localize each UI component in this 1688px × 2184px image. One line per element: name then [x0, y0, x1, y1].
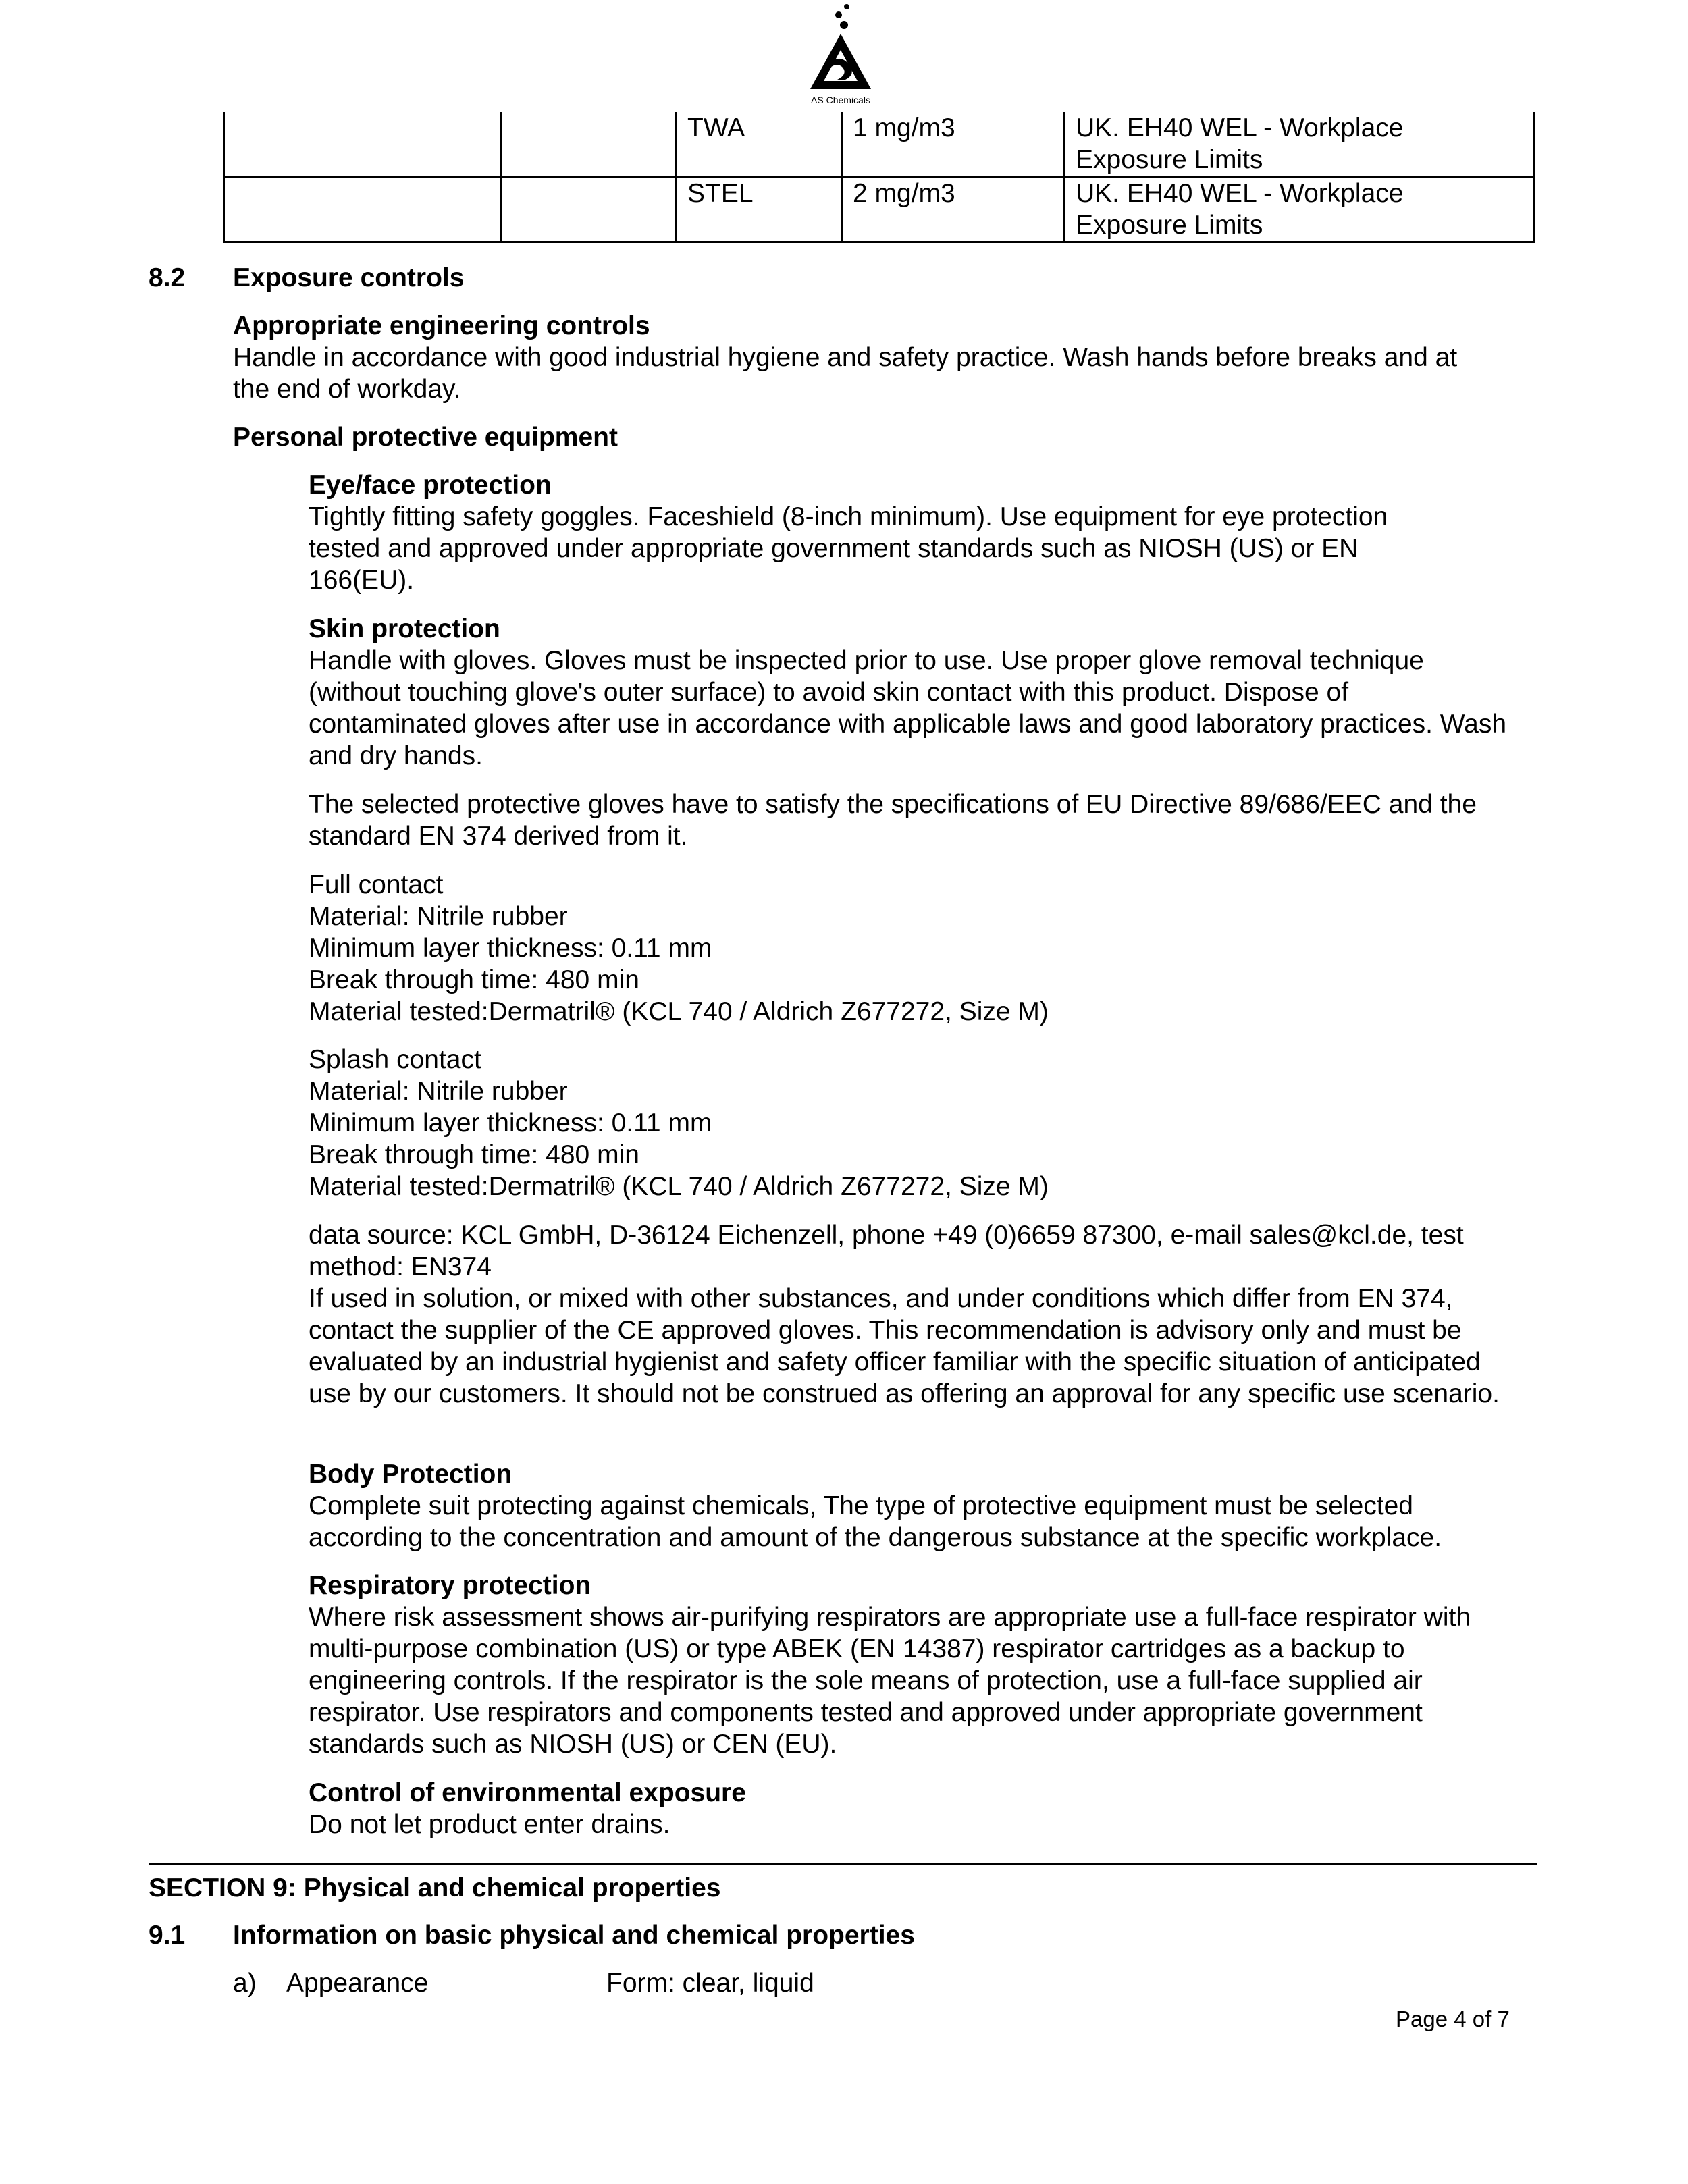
table-cell-value: 2 mg/m3 — [842, 177, 1065, 242]
logo-caption: AS Chemicals — [811, 95, 870, 105]
eye-protection-text: Tightly fitting safety goggles. Faceshield (8-inch minimum). Use equipment for eye protection tested and approved under appropriate government standards such as NIOSH (US) or EN 166(EU). — [309, 502, 1388, 595]
body-protection-heading: Body Protection — [309, 1460, 512, 1489]
table-cell-component — [224, 177, 501, 242]
table-cell-basis — [1065, 177, 1534, 242]
appearance-value: Form: clear, liquid — [606, 1969, 814, 1998]
environmental-exposure-heading: Control of environmental exposure — [309, 1778, 746, 1807]
table-cell-cas — [501, 177, 677, 242]
section-divider — [149, 1863, 1537, 1865]
table-row — [224, 177, 1534, 242]
table-cell-cas — [501, 112, 677, 177]
table-cell-type: TWA — [677, 112, 842, 177]
basis-line-2: Exposure Limits — [1076, 211, 1263, 240]
splash-contact-line: Minimum layer thickness: 0.11 mm — [309, 1109, 712, 1138]
logo-bubble-2 — [835, 11, 842, 18]
as-chemicals-logo — [803, 0, 878, 108]
splash-contact-block — [309, 1044, 1517, 1202]
full-contact-block — [309, 869, 1517, 1028]
skin-protection-heading: Skin protection — [309, 614, 500, 643]
splash-contact-line: Splash contact — [309, 1045, 481, 1074]
eye-protection-heading: Eye/face protection — [309, 471, 552, 500]
solution-advisory-text: If used in solution, or mixed with other substances, and under conditions which differ from EN 374, contact the supplier of the CE approved gloves. This recommendation is advisory only and must be evaluated by an industrial hygienist and safety officer familiar with the specific situation of anticipated use by our customers. It should not be construed as offering an approval for any specific use scenario. — [309, 1284, 1500, 1408]
data-source-text: data source: KCL GmbH, D-36124 Eichenzell, phone +49 (0)6659 87300, e-mail sales@kcl.de, test method: EN374 — [309, 1221, 1464, 1281]
exposure-limits-table — [223, 112, 1535, 243]
table-cell-type: STEL — [677, 177, 842, 242]
ppe-heading: Personal protective equipment — [233, 423, 618, 452]
full-contact-line: Minimum layer thickness: 0.11 mm — [309, 934, 712, 963]
appearance-label: Appearance — [286, 1969, 429, 1998]
logo-bubble-1 — [844, 4, 849, 9]
logo-bubble-3 — [840, 21, 848, 29]
respiratory-protection-heading: Respiratory protection — [309, 1571, 591, 1600]
glove-specification-text: The selected protective gloves have to satisfy the specifications of EU Directive 89/686/EEC and the standard EN 374 derived from it. — [309, 790, 1477, 851]
splash-contact-line: Break through time: 480 min — [309, 1140, 639, 1169]
page-number: Page 4 of 7 — [1396, 2006, 1510, 2031]
basis-line-1: UK. EH40 WEL - Workplace — [1076, 113, 1404, 142]
section-9-1-number: 9.1 — [149, 1921, 186, 1950]
full-contact-line: Full contact — [309, 870, 444, 899]
section-8-2-title: Exposure controls — [233, 263, 465, 292]
splash-contact-line: Material: Nitrile rubber — [309, 1077, 568, 1106]
environmental-exposure-text: Do not let product enter drains. — [309, 1810, 670, 1839]
appearance-letter: a) — [233, 1969, 257, 1998]
table-cell-basis — [1065, 112, 1534, 177]
table-cell-value: 1 mg/m3 — [842, 112, 1065, 177]
full-contact-line: Break through time: 480 min — [309, 965, 639, 994]
splash-contact-line: Material tested:Dermatril® (KCL 740 / Aldrich Z677272, Size M) — [309, 1172, 1049, 1201]
section-8-2-number: 8.2 — [149, 263, 186, 292]
skin-protection-text: Handle with gloves. Gloves must be inspected prior to use. Use proper glove removal technique (without touching glove's outer surface) to avoid skin contact with this product. Dispose of contaminated gloves after use in accordance with applicable laws and good laboratory practices. Wash and dry hands. — [309, 646, 1507, 770]
respiratory-protection-text: Where risk assessment shows air-purifying respirators are appropriate use a full-face respirator with multi-purpose combination (US) or type ABEK (EN 14387) respirator cartridges as a backup to engineering controls. If the respirator is the sole means of protection, use a full-face supplied air respirator. Use respirators and components tested and approved under appropriate government standards such as NIOSH (US) or CEN (EU). — [309, 1603, 1471, 1759]
full-contact-line: Material: Nitrile rubber — [309, 902, 568, 931]
full-contact-line: Material tested:Dermatril® (KCL 740 / Aldrich Z677272, Size M) — [309, 997, 1049, 1026]
section-9-title: SECTION 9: Physical and chemical properties — [149, 1873, 721, 1902]
table-cell-component — [224, 112, 501, 177]
engineering-controls-heading: Appropriate engineering controls — [233, 311, 650, 340]
basis-line-1: UK. EH40 WEL - Workplace — [1076, 179, 1404, 208]
body-protection-text: Complete suit protecting against chemicals, The type of protective equipment must be selected according to the concentration and amount of the dangerous substance at the specific workplace. — [309, 1491, 1442, 1552]
basis-line-2: Exposure Limits — [1076, 145, 1263, 174]
engineering-controls-text: Handle in accordance with good industrial hygiene and safety practice. Wash hands before breaks and at the end of workday. — [233, 343, 1458, 404]
section-9-1-title: Information on basic physical and chemical properties — [233, 1921, 915, 1950]
table-row — [224, 112, 1534, 177]
